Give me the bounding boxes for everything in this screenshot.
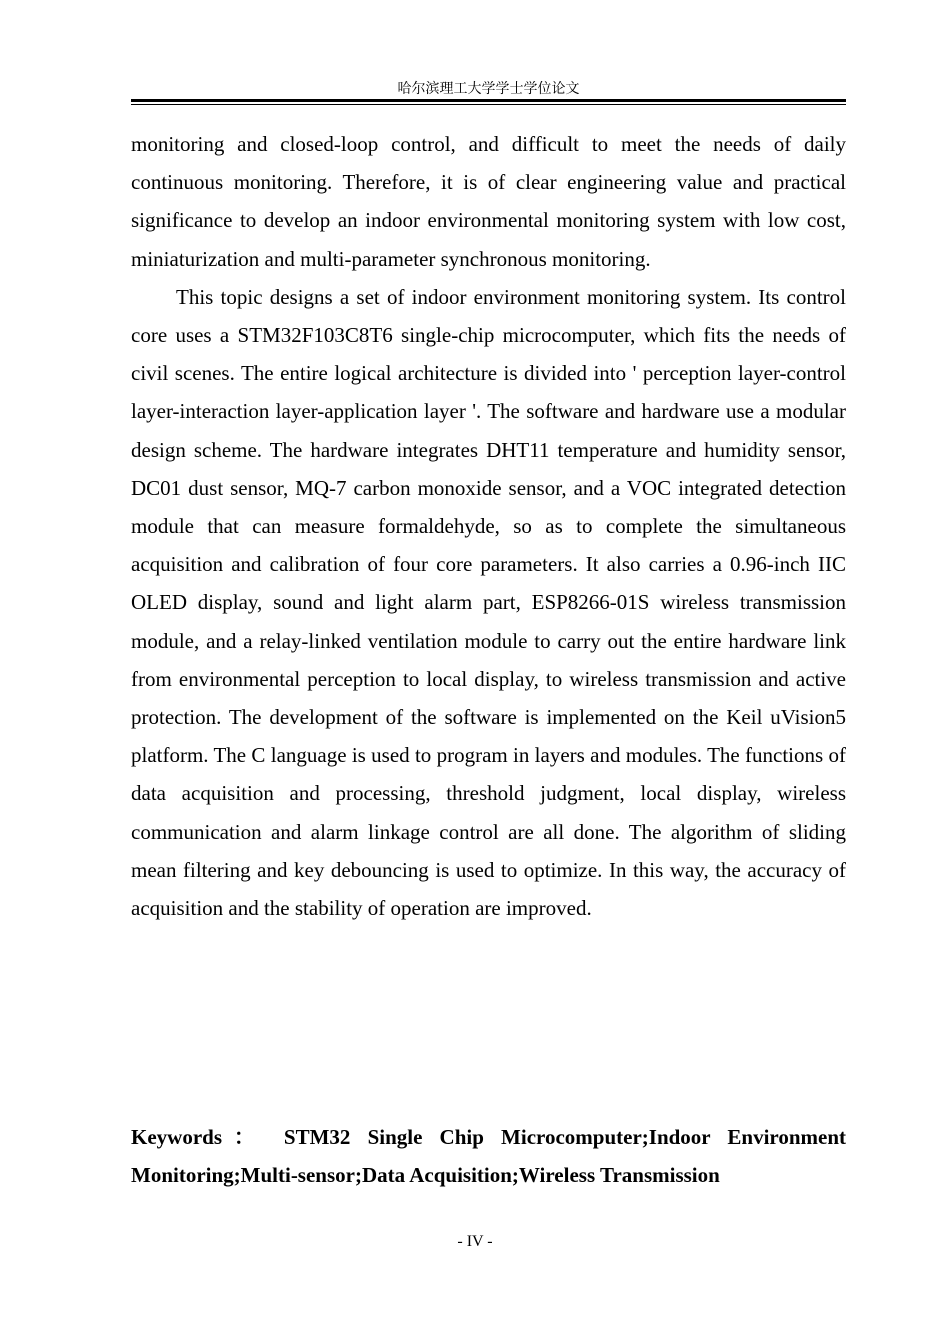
paragraph-main: This topic designs a set of indoor environment monitoring system. Its control core uses a STM32F103C8T6 single-chip microcomputer, which fits the needs of civil scenes. The entire logical architecture is divided into ' perception layer-control layer-interaction layer-application layer '. The software and hardware use a modular design scheme. The hardware integrates DHT11 temperature and humidity sensor, DC01 dust sensor, MQ-7 carbon monoxide sensor, and a VOC integrated detection module that can measure formaldehyde, so as to complete the simultaneous acquisition and calibration of four core parameters. It also carries a 0.96-inch IIC OLED display, sound and light alarm part, ESP8266-01S wireless transmission module, and a relay-linked ventilation module to carry out the entire hardware link from environmental perception to local display, to wireless transmission and active protection. The development of the software is implemented on the Keil uVision5 platform. The C language is used to program in layers and modules. The functions of data acquisition and processing, threshold judgment, local display, wireless communication and alarm linkage control are all done. The algorithm of sliding mean filtering and key debouncing is used to optimize. In this way, the accuracy of acquisition and the stability of operation are improved. <box>131 284 846 921</box>
page-header: 哈尔滨理工大学学士学位论文 <box>397 81 580 97</box>
keywords-text: STM32 Single Chip Microcomputer;Indoor Environment Monitoring;Multi-sensor;Data Acquisition;Wireless Transmission <box>131 1125 847 1188</box>
paragraph-continued: monitoring and closed-loop control, and difficult to meet the needs of daily continuous monitoring. Therefore, it is of clear engineering value and practical significance to develop an indoor environmental monitoring system with low cost, miniaturization and multi-parameter synchronous monitoring. <box>131 132 846 271</box>
keywords-line <box>131 1118 846 1194</box>
page-number: - IV - <box>457 1233 493 1250</box>
abstract-body <box>131 125 846 927</box>
header-rule-thick <box>131 99 846 102</box>
keywords-label: Keywords： <box>131 1125 267 1149</box>
header-rule-thin <box>131 104 846 105</box>
